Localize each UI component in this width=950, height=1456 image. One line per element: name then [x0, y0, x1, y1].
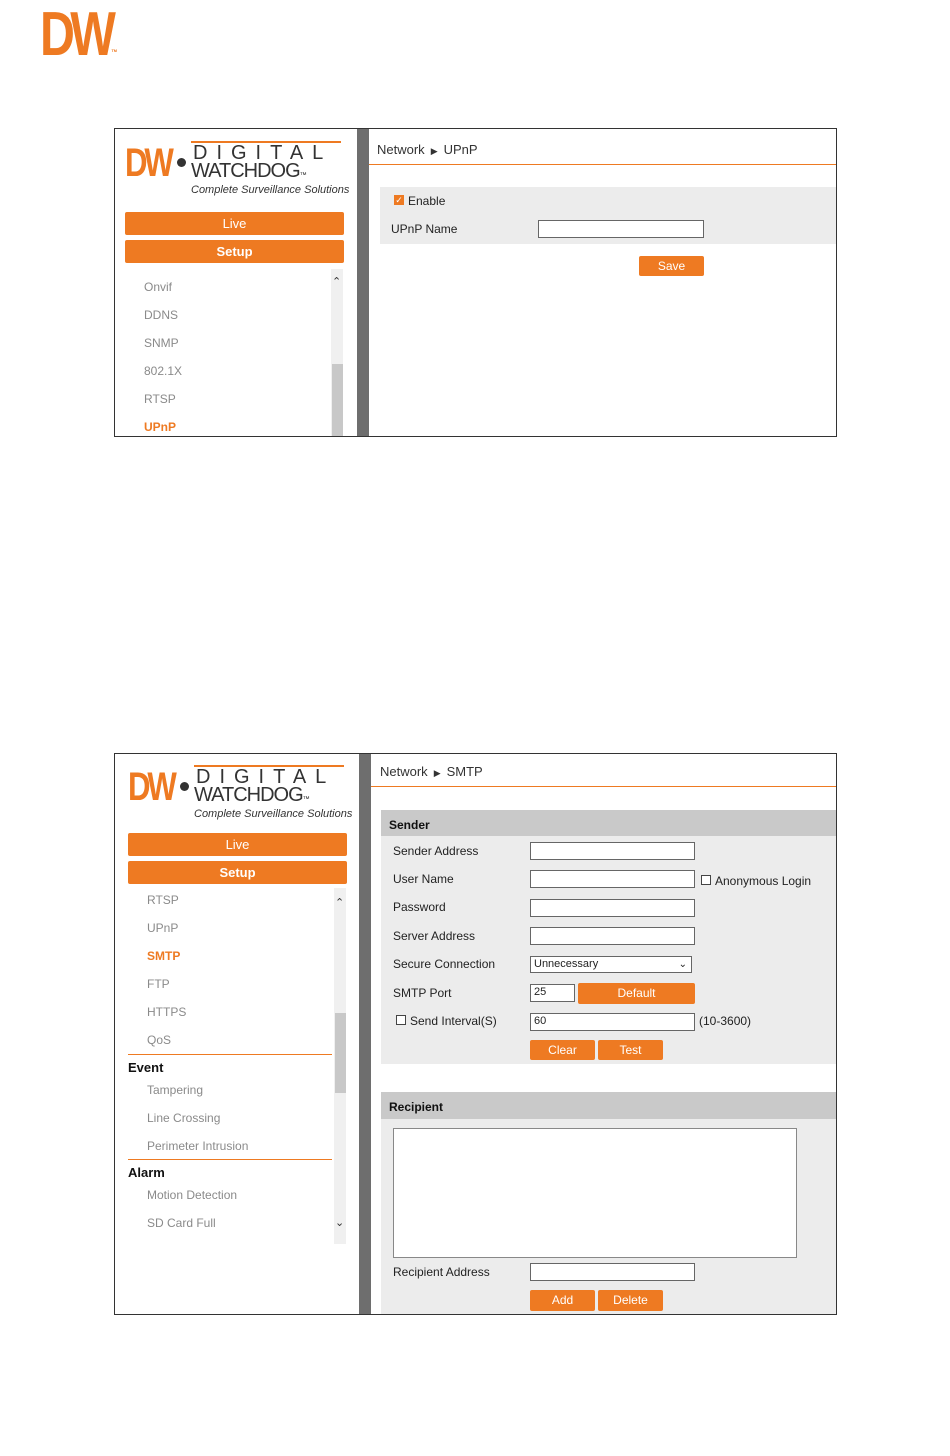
sidebar-item-line-crossing[interactable]: Line Crossing [147, 1111, 221, 1125]
setup-button[interactable]: Setup [128, 861, 347, 884]
sidebar-item-smtp[interactable]: SMTP [147, 949, 181, 963]
brand-digital: DIGITAL [193, 142, 333, 164]
breadcrumb-section: Network [380, 764, 428, 779]
server-address-input[interactable] [530, 927, 695, 945]
brand-watchdog-text: WATCHDOG [194, 784, 303, 806]
add-button[interactable]: Add [530, 1290, 595, 1311]
brand-tm: ™ [302, 796, 309, 803]
breadcrumb-arrow-icon: ▶ [430, 146, 438, 156]
user-name-label: User Name [393, 872, 454, 886]
brand-dot-icon [180, 782, 189, 791]
brand-tm: ™ [299, 172, 306, 179]
breadcrumb-page: UPnP [443, 142, 478, 157]
document-logo-tm: ™ [111, 48, 118, 57]
upnp-screenshot [114, 128, 837, 437]
sidebar-item-motion-detection[interactable]: Motion Detection [147, 1188, 238, 1202]
sidebar-item-rtsp[interactable]: RTSP [144, 392, 176, 406]
section-rule-alarm [128, 1159, 332, 1160]
chevron-up-icon[interactable]: ⌃ [332, 276, 342, 288]
secure-connection-value: Unnecessary [534, 958, 599, 970]
breadcrumb-arrow-icon: ▶ [433, 768, 441, 778]
sidebar-item-https[interactable]: HTTPS [147, 1005, 187, 1019]
document-logo [40, 0, 118, 84]
save-button[interactable]: Save [639, 256, 704, 276]
test-button[interactable]: Test [598, 1040, 663, 1060]
sidebar-item-8021x[interactable]: 802.1X [144, 364, 183, 378]
sidebar-divider [359, 754, 371, 1314]
delete-button[interactable]: Delete [598, 1290, 663, 1311]
anonymous-login-checkbox[interactable] [701, 875, 711, 885]
recipient-heading: Recipient [381, 1092, 836, 1119]
sidebar [115, 754, 359, 1314]
breadcrumb [380, 764, 483, 779]
clear-button[interactable]: Clear [530, 1040, 595, 1060]
brand-watchdog [191, 160, 306, 187]
live-button[interactable]: Live [125, 212, 344, 235]
secure-connection-label: Secure Connection [393, 957, 496, 971]
sidebar-item-rtsp[interactable]: RTSP [147, 893, 179, 907]
send-interval-input[interactable]: 60 [530, 1013, 695, 1031]
brand-tagline: Complete Surveillance Solutions [191, 184, 350, 196]
brand-watchdog [194, 784, 309, 811]
sender-address-input[interactable] [530, 842, 695, 860]
breadcrumb-page: SMTP [446, 764, 483, 779]
recipient-list[interactable] [393, 1128, 797, 1258]
scrollbar-thumb[interactable] [332, 364, 343, 436]
sender-address-label: Sender Address [393, 844, 479, 858]
sidebar-item-upnp[interactable]: UPnP [147, 921, 179, 935]
send-interval-checkbox[interactable] [396, 1015, 406, 1025]
server-address-label: Server Address [393, 929, 476, 943]
sidebar [115, 129, 357, 436]
brand-tagline: Complete Surveillance Solutions [194, 808, 353, 820]
brand-dw: DW [125, 141, 171, 185]
live-button[interactable]: Live [128, 833, 347, 856]
brand-logo [125, 141, 350, 199]
enable-label: Enable [408, 194, 446, 208]
upnp-name-label: UPnP Name [391, 222, 458, 236]
document-logo-text: DW [40, 0, 112, 69]
chevron-down-icon[interactable]: ⌄ [335, 1217, 345, 1229]
breadcrumb [377, 142, 478, 157]
sidebar-item-qos[interactable]: QoS [147, 1033, 172, 1047]
recipient-address-input[interactable] [530, 1263, 695, 1281]
enable-checkbox[interactable]: ✓ [395, 195, 403, 205]
chevron-down-icon: ⌄ [678, 959, 687, 970]
sidebar-item-sd-card-full[interactable]: SD Card Full [147, 1216, 216, 1230]
setup-button[interactable]: Setup [125, 240, 344, 263]
upnp-name-input[interactable] [538, 220, 704, 238]
send-interval-label: Send Interval(S) [410, 1014, 497, 1028]
sidebar-scrollbar[interactable] [331, 269, 343, 436]
brand-dot-icon [177, 158, 186, 167]
sender-heading: Sender [381, 810, 836, 836]
breadcrumb-rule [371, 786, 836, 787]
default-button[interactable]: Default [578, 983, 695, 1004]
sidebar-scrollbar[interactable] [334, 888, 346, 1244]
sidebar-item-upnp[interactable]: UPnP [144, 420, 177, 434]
brand-watchdog-text: WATCHDOG [191, 160, 300, 182]
sidebar-item-perimeter-intrusion[interactable]: Perimeter Intrusion [147, 1139, 249, 1153]
password-label: Password [393, 900, 446, 914]
sidebar-item-onvif[interactable]: Onvif [144, 280, 173, 294]
smtp-screenshot [114, 753, 837, 1315]
sidebar-item-ddns[interactable]: DDNS [144, 308, 179, 322]
sidebar-item-tampering[interactable]: Tampering [147, 1083, 204, 1097]
chevron-up-icon[interactable]: ⌃ [335, 897, 345, 909]
user-name-input[interactable] [530, 870, 695, 888]
anonymous-login-label: Anonymous Login [715, 874, 812, 888]
breadcrumb-section: Network [377, 142, 425, 157]
sidebar-heading-alarm[interactable]: Alarm [128, 1165, 165, 1180]
breadcrumb-rule [369, 164, 836, 165]
section-rule-event [128, 1054, 332, 1055]
recipient-address-label: Recipient Address [393, 1265, 490, 1279]
brand-dw: DW [128, 765, 174, 809]
sidebar-item-ftp[interactable]: FTP [147, 977, 170, 991]
send-interval-range: (10-3600) [699, 1014, 752, 1028]
brand-digital: DIGITAL [196, 766, 336, 788]
sidebar-heading-event[interactable]: Event [128, 1060, 164, 1075]
sidebar-item-snmp[interactable]: SNMP [144, 336, 179, 350]
brand-logo [128, 765, 353, 823]
scrollbar-thumb[interactable] [335, 1013, 346, 1093]
secure-connection-select[interactable] [530, 956, 692, 973]
smtp-port-label: SMTP Port [393, 986, 452, 1000]
sidebar-divider [357, 129, 369, 436]
smtp-port-input[interactable]: 25 [530, 984, 575, 1002]
password-input[interactable] [530, 899, 695, 917]
